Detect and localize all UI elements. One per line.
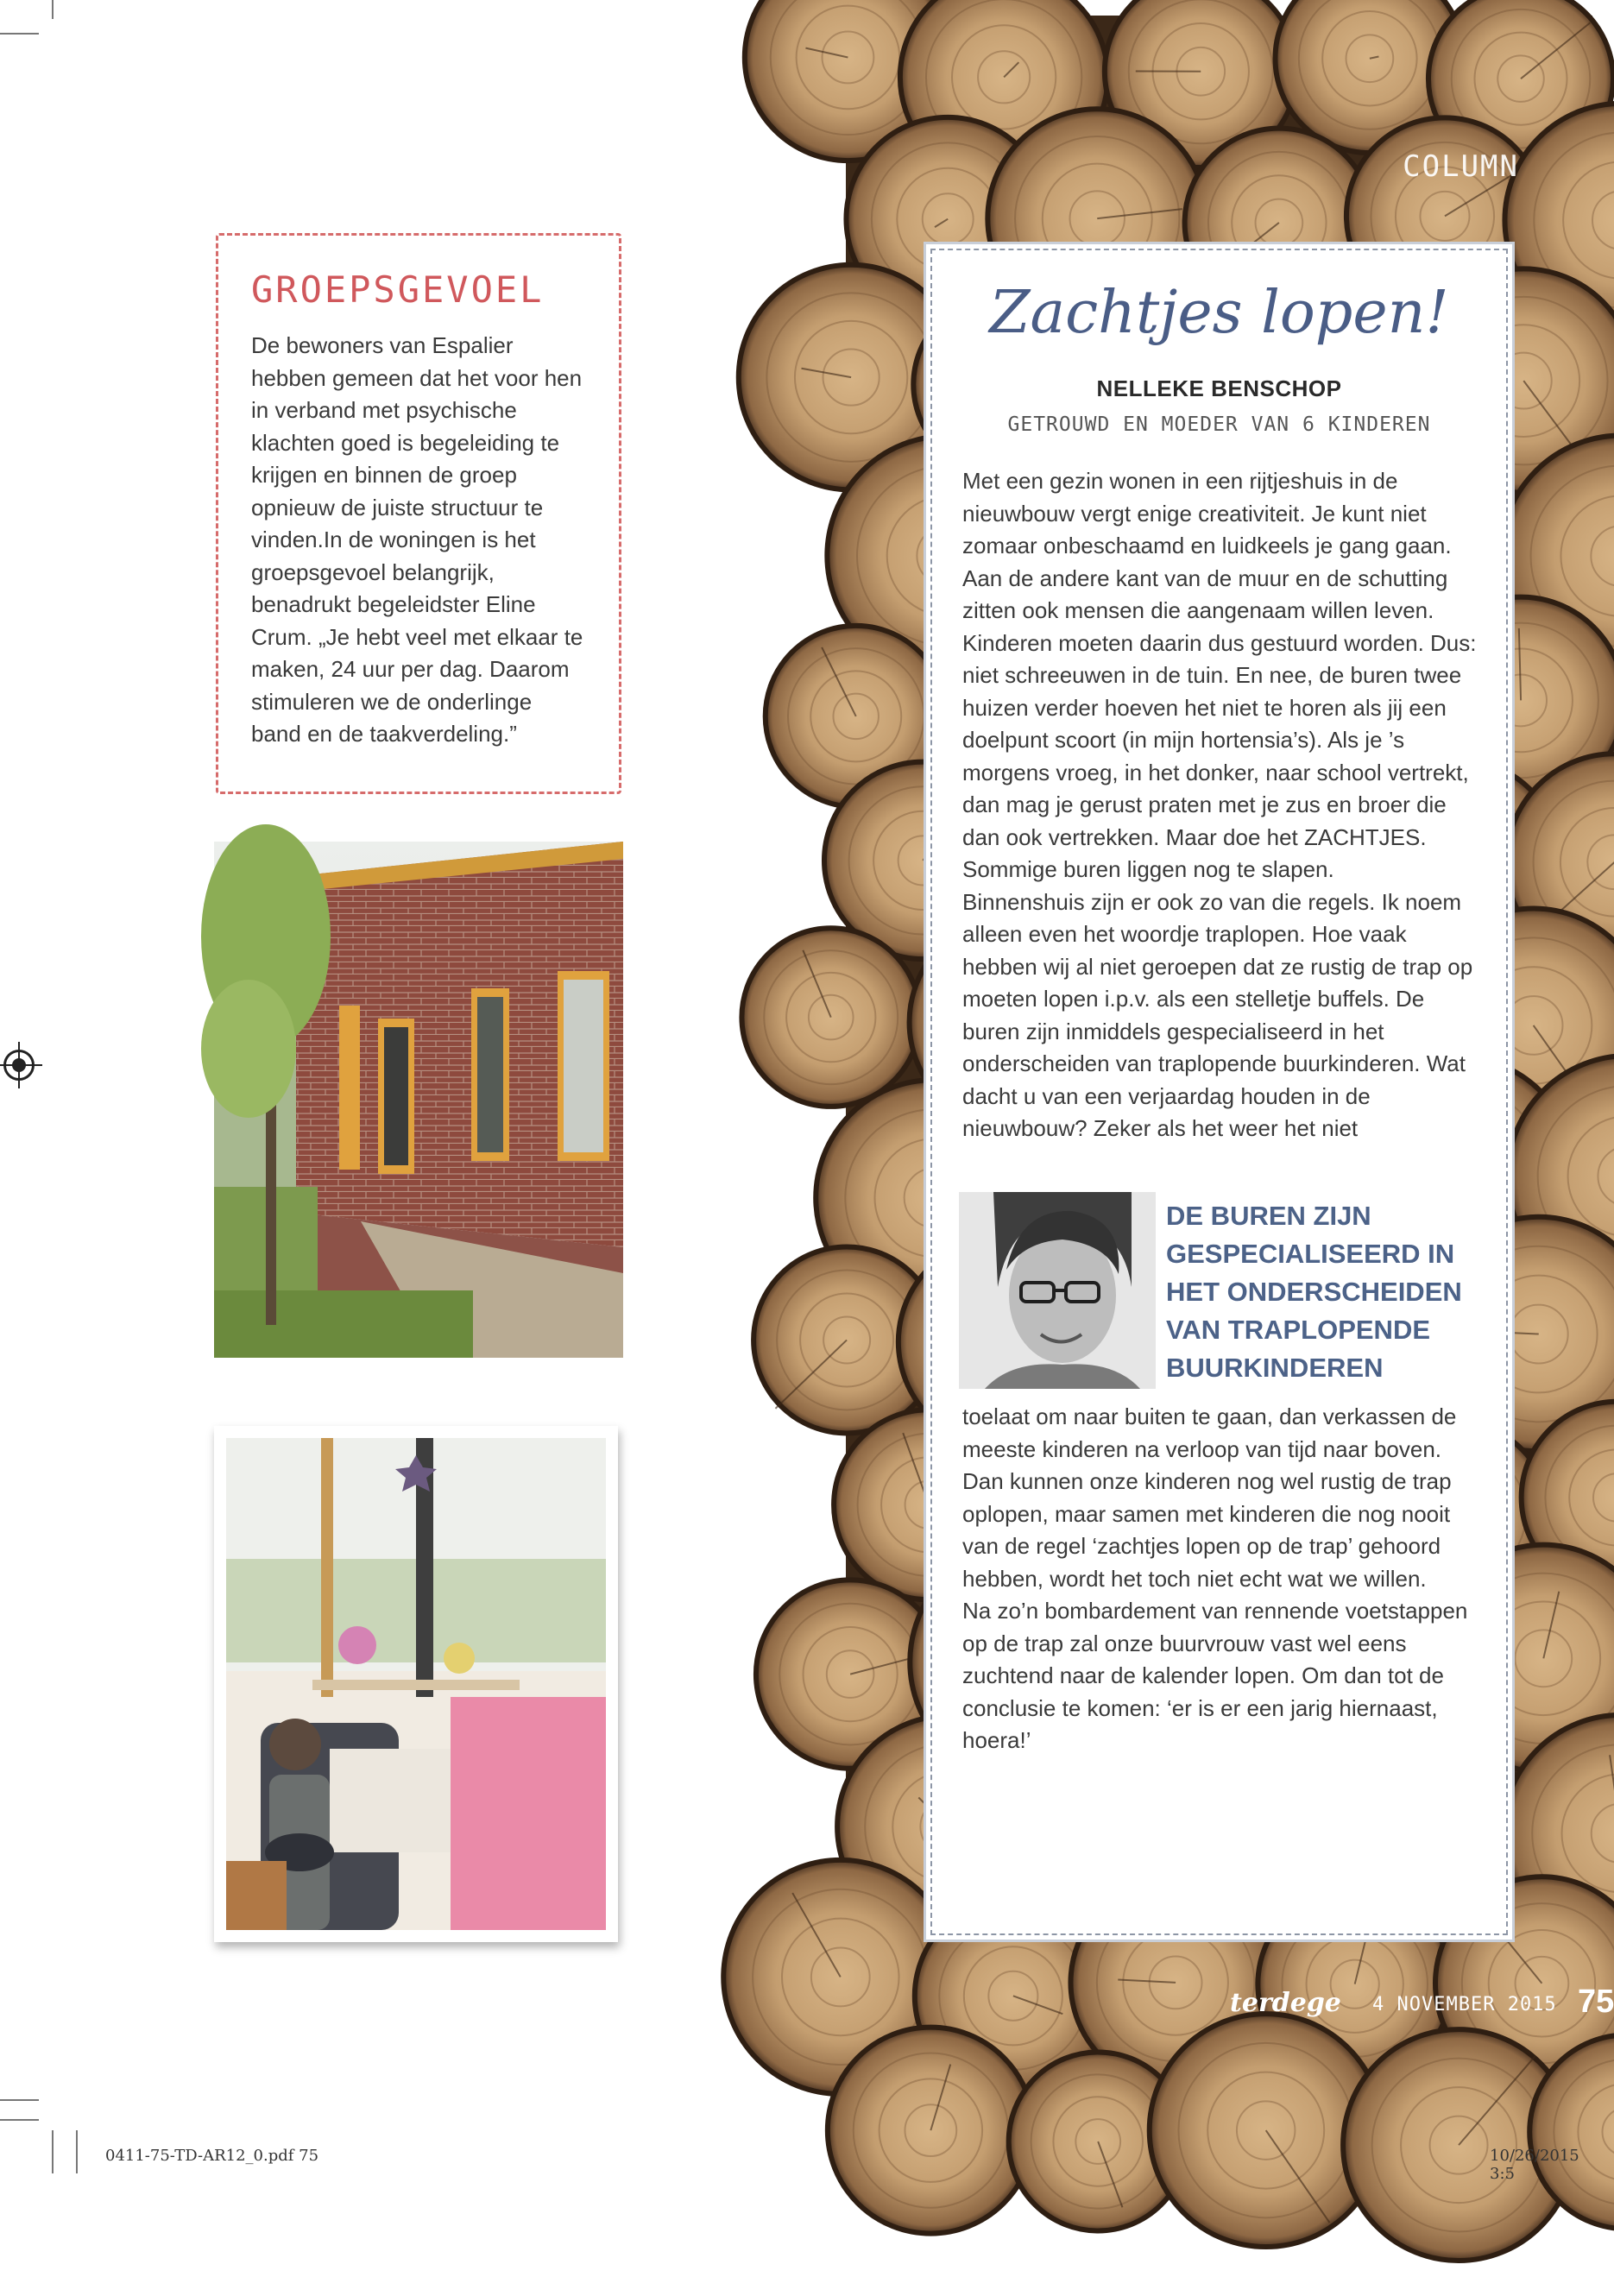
article-paragraph: toelaat om naar buiten te gaan, dan verkassen de meeste kinderen na verloop van tijd naar boven. Dan kunnen onze kinderen nog wel rustig de trap oplopen, maar samen met kinderen die nog nooit van de regel ‘zachtjes lopen op de trap’ gehoord hebben, wordt het toch niet echt wat we willen. [962, 1403, 1457, 1592]
article-paragraph: Met een gezin wonen in een rijtjeshuis in de nieuwbouw vergt enige creativiteit. Je kunt niet zomaar onbeschaamd en luidkeels je gang gaan. Aan de andere kant van de muur en de schutting zitten ook mensen die aangenaam willen leven. Kinderen moeten daarin dus gestuurd worden. Dus: niet schreeuwen in de tuin. En nee, de buren twee huizen verder hoeven het niet te horen als jij een doelpunt scoort (in mijn hortensia’s). Als je ’s morgens vroeg, in het donker, naar school vertrekt, dan mag je gerust praten met je zus en broer die dan ook vertrekken. Maar doe het ZACHTJES. Sommige buren liggen nog te slapen. [962, 468, 1477, 882]
article-title: Zachtjes lopen! [989, 279, 1449, 347]
crop-mark [76, 2130, 78, 2173]
magazine-brand: terdege [1230, 1988, 1341, 2018]
article-paragraph: Na zo’n bombardement van rennende voetstappen op de trap zal onze buurvrouw vast wel eens zuchtend naar de kalender lopen. Om dan tot de conclusie te komen: ‘er is er een jarig hiernaast, hoera!’ [962, 1598, 1468, 1753]
photo-building-facade [214, 842, 623, 1358]
photo-interior [214, 1426, 618, 1942]
article-paragraph: Binnenshuis zijn er ook zo van die regels. Ik noem alleen even het woordje traplopen. Hoe vaak hebben wij al niet geroepen dat ze rustig de trap op moeten lopen i.p.v. als een stelletje buffels. De buren zijn inmiddels gespecialiseerd in het onderscheiden van traplopende buurkinderen. Wat dacht u van een verjaardag houden in de nieuwbouw? Zeker als het weer het niet [962, 888, 1473, 1141]
registration-mark [3, 1050, 35, 1081]
crop-mark [52, 2130, 54, 2173]
author-portrait [959, 1192, 1156, 1389]
author-role: GETROUWD EN MOEDER VAN 6 KINDEREN [1007, 413, 1431, 436]
log-end [828, 2028, 1034, 2234]
print-slug-file: 0411-75-TD-AR12_0.pdf 75 [105, 2147, 319, 2165]
crop-mark [0, 2099, 39, 2101]
sidebar-text: De bewoners van Espalier hebben gemeen dat het voor hen in verband met psychische klachten goed is begeleiding te krijgen en binnen de groep opnieuw de juiste structuur te vinden.In de woningen is het groepsgevoel belangrijk, benadrukt begeleidster Eline Crum. „Je hebt veel met elkaar te maken, 24 uur per dag. Daarom stimuleren we de onderlinge band en de taakverdeling.” [251, 332, 583, 747]
issue-date: 4 NOVEMBER 2015 [1372, 1994, 1557, 2015]
article-card [924, 242, 1515, 1942]
column-label: COLUMN [1403, 149, 1519, 184]
sidebar-box [216, 233, 621, 794]
crop-mark [0, 33, 39, 35]
author-name: NELLEKE BENSCHOP [1096, 375, 1342, 401]
article-body-part1 [962, 465, 1480, 1145]
crop-mark [52, 0, 54, 19]
print-slug-date: 10/26/2015 3:5 [1490, 2147, 1579, 2183]
crop-mark [0, 2119, 39, 2121]
page-number: 75 [1578, 1984, 1614, 2020]
pull-quote: DE BUREN ZIJN GESPECIALISEERD IN HET ONDERSCHEIDEN VAN TRAPLOPENDE BUURKINDEREN [1166, 1201, 1462, 1383]
sidebar-title: GROEPSGEVOEL [251, 268, 545, 311]
article-body-part2 [962, 1401, 1480, 1757]
